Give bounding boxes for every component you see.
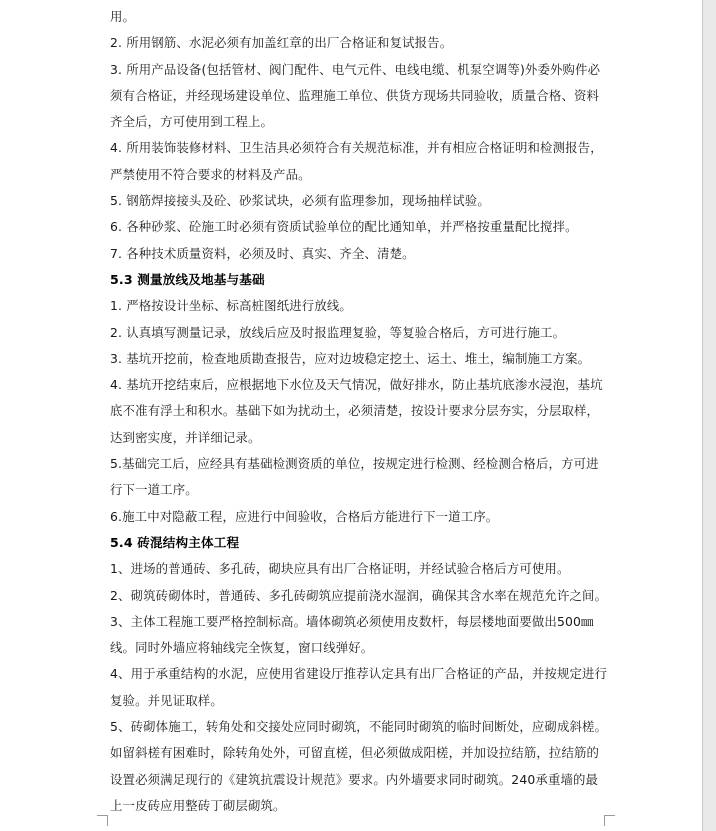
paragraph: 6. 各种砂浆、砼施工时必须有资质试验单位的配比通知单，并严格按重量配比搅拌。	[110, 219, 578, 235]
paragraph: 3. 所用产品设备(包括管材、阀门配件、电气元件、电线电缆、机泵空调等)外委外购件必须有合格证，并经现场建设单位、监理施工单位、供货方现场共同验收，质量合格、资料齐全后，方可使用到工程上。	[110, 61, 601, 130]
crop-mark	[604, 815, 615, 826]
crop-mark	[97, 815, 108, 826]
paragraph: 5. 钢筋焊接接头及砼、砂浆试块，必须有监理参加，现场抽样试验。	[110, 193, 490, 209]
paragraph: 2. 认真填写测量记录，放线后应及时报监理复验，等复验合格后，方可进行施工。	[110, 324, 566, 340]
paragraph: 6.施工中对隐蔽工程，应进行中间验收，合格后方能进行下一道工序。	[110, 508, 499, 524]
paragraph: 用。	[110, 9, 136, 24]
paragraph: 3. 基坑开挖前，检查地质勘查报告，应对边坡稳定挖土、运土、堆土，编制施工方案。	[110, 350, 591, 366]
paragraph: 2. 所用钢筋、水泥必须有加盖红章的出厂合格证和复试报告。	[110, 35, 453, 51]
paragraph: 1. 严格按设计坐标、标高桩图纸进行放线。	[110, 298, 352, 314]
paragraph: 1、进场的普通砖、多孔砖，砌块应具有出厂合格证明，并经试验合格后方可使用。	[110, 561, 570, 577]
paragraph: 4. 基坑开挖结束后，应根据地下水位及天气情况，做好排水，防止基坑底渗水浸泡，基坑底不准有浮土和积水。基础下如为扰动土，必须清楚，按设计要求分层夯实，分层取样，达到密实度，并详细记录。	[110, 377, 603, 445]
document-body	[110, 4, 610, 819]
paragraph: 2、砌筑砖砌体时，普通砖、多孔砖砌筑应提前浇水湿润，确保其含水率在规范允许之间。	[110, 587, 608, 603]
paragraph: 5.基础完工后，应经具有基础检测资质的单位，按规定进行检测、经检测合格后，方可进行下一道工序。	[110, 456, 599, 498]
paragraph: 5、砖砌体施工，转角处和交接处应同时砌筑，不能同时砌筑的临时间断处，应砌成斜槎。如留斜槎有困难时，除转角处外，可留直槎，但必须做成阳槎，并加设拉结筋，拉结筋的设置必须满足现行的《建筑抗震设计规范》要求。内外墙要求同时砌筑。240承重墙的最上一皮砖应用整砖丁砌层砌筑。	[110, 719, 608, 813]
paragraph: 4. 所用装饰装修材料、卫生洁具必须符合有关规范标准，并有相应合格证明和检测报告，严禁使用不符合要求的材料及产品。	[110, 140, 603, 182]
paragraph: 7. 各种技术质量资料，必须及时、真实、齐全、清楚。	[110, 245, 415, 261]
section-heading: 5.3 测量放线及地基与基础	[110, 271, 265, 287]
section-heading: 5.4 砖混结构主体工程	[110, 534, 240, 550]
paragraph: 3、主体工程施工要严格控制标高。墙体砌筑必须使用皮数杆，每层楼地面要做出500㎜线。同时外墙应将轴线完全恢复，窗口线弹好。	[110, 613, 594, 656]
paragraph: 4、用于承重结构的水泥，应使用省建设厅推荐认定具有出厂合格证的产品，并按规定进行复验。并见证取样。	[110, 666, 608, 708]
